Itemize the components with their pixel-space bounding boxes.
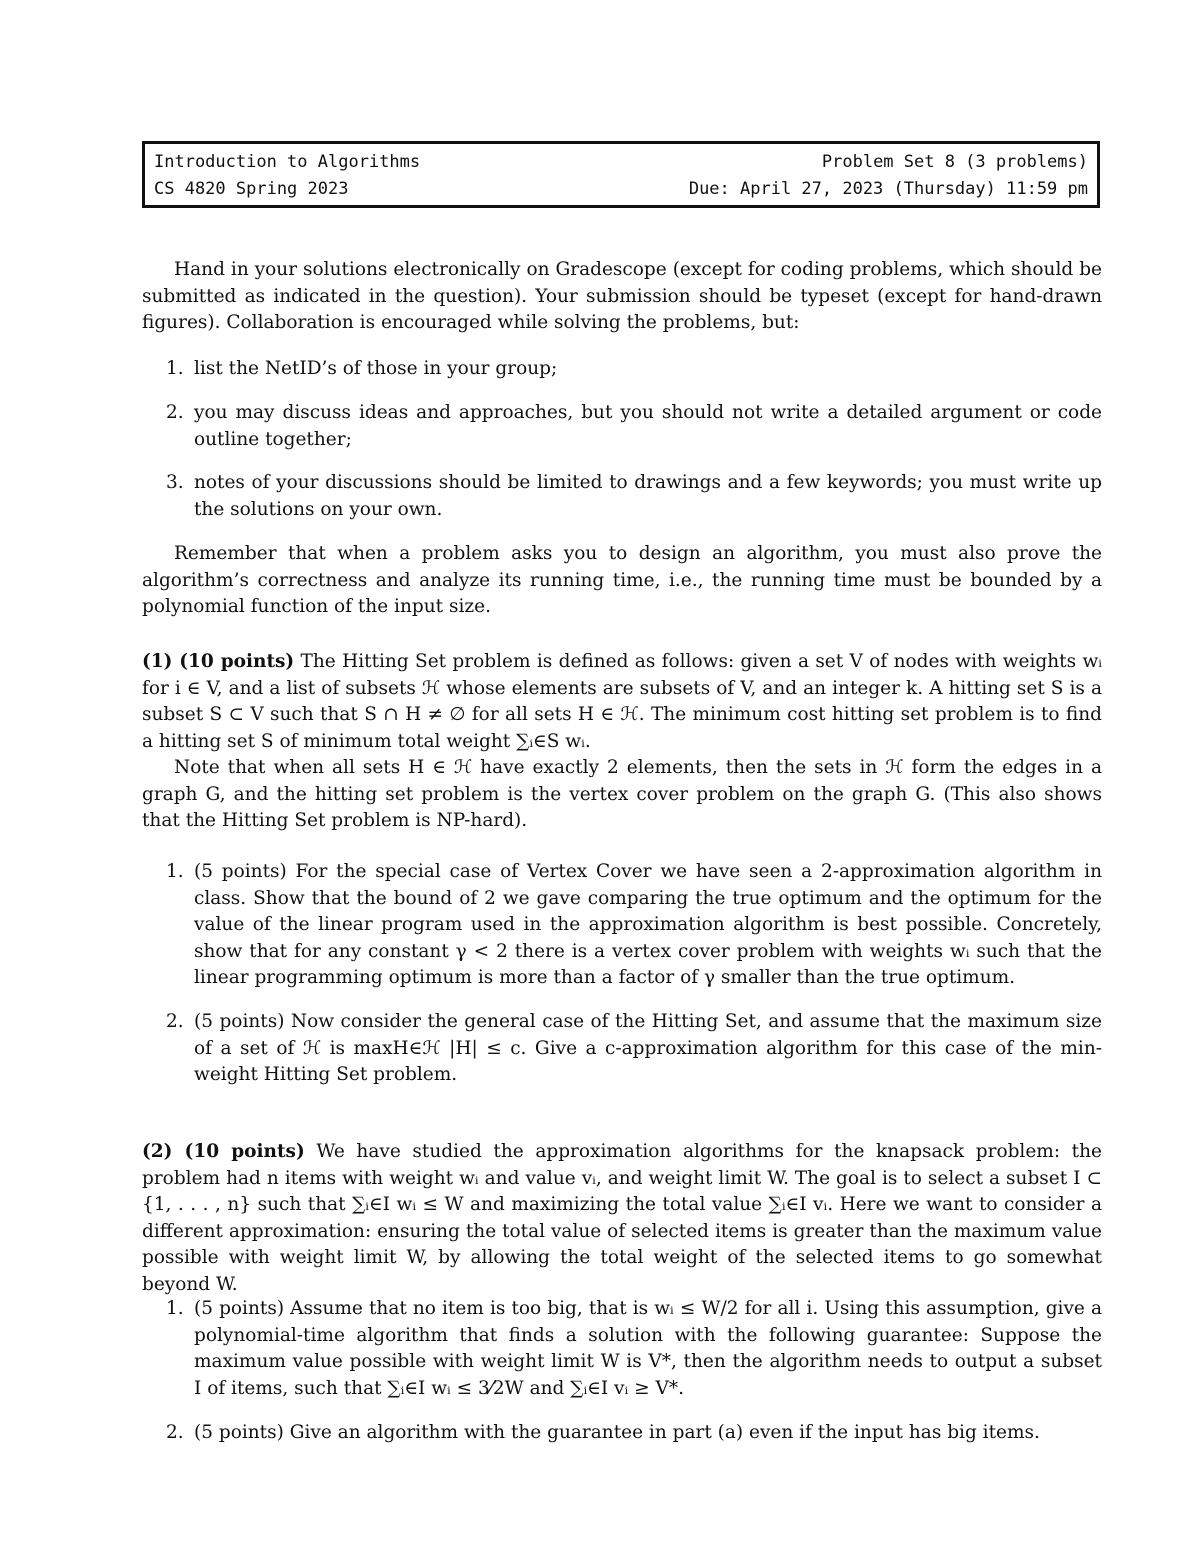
header-box <box>142 141 1100 208</box>
problem-2-body: We have studied the approximation algorithms for the knapsack problem: the problem had n items with weight wᵢ and value vᵢ, and weight limit W. The goal is to select a subset I ⊂ {1, . . . , n} such that ∑ᵢ∈I wᵢ ≤ W and maximizing the total value ∑ᵢ∈I vᵢ. Here we want to consider a different approximation: ensuring the total value of selected items is greater than the maximum value possible with weight limit W, by allowing the total weight of the selected items to go somewhat beyond W. <box>142 1141 1102 1295</box>
part-number: 2. <box>166 1422 184 1443</box>
intro-text: Hand in your solutions electronically on Gradescope (except for coding problems, which should be submitted as indicated in the question). Your submission should be typeset (except for hand-drawn figures). Collaboration is encouraged while solving the problems, but: <box>142 259 1102 333</box>
rule-number: 1. <box>166 358 184 379</box>
rule-number: 2. <box>166 402 184 423</box>
problem-2-statement <box>142 1139 1102 1298</box>
intro-paragraph <box>142 257 1102 337</box>
problem-1 <box>142 649 1102 835</box>
rule-text: you may discuss ideas and approaches, but you should not write a detailed argument or code outline together; <box>194 402 1102 450</box>
rule-number: 3. <box>166 472 184 493</box>
part-text: (5 points) Give an algorithm with the guarantee in part (a) even if the input has big items. <box>194 1422 1040 1443</box>
due-date: Due: April 27, 2023 (Thursday) 11:59 pm <box>688 179 1088 199</box>
problem-1-heading: (1) (10 points) <box>142 651 295 672</box>
header-row-2 <box>154 176 1088 202</box>
problem-2-heading: (2) (10 points) <box>142 1141 305 1162</box>
header-row-1 <box>154 149 1088 175</box>
reminder-text: Remember that when a problem asks you to design an algorithm, you must also prove the algorithm’s correctness and analyze its running time, i.e., the running time must be bounded by a polynomial function of the input size. <box>142 543 1102 617</box>
problem-1-statement <box>142 649 1102 755</box>
course-code: CS 4820 Spring 2023 <box>154 179 349 199</box>
rule-text: notes of your discussions should be limited to drawings and a few keywords; you must write up the solutions on your own. <box>194 472 1102 520</box>
course-title: Introduction to Algorithms <box>154 152 421 172</box>
part-number: 2. <box>166 1011 184 1032</box>
part-text: (5 points) Now consider the general case of the Hitting Set, and assume that the maximum size of a set of ℋ is maxH∈ℋ |H| ≤ c. Give a c-approximation algorithm for this case of the min-weight Hitting Set problem. <box>194 1011 1102 1085</box>
rule-text: list the NetID’s of those in your group; <box>194 358 558 379</box>
part-number: 1. <box>166 1298 184 1319</box>
part-number: 1. <box>166 861 184 882</box>
part-text: (5 points) For the special case of Vertex Cover we have seen a 2-approximation algorithm in class. Show that the bound of 2 we gave comparing the true optimum and the optimum for the value of the linear program used in the approximation algorithm is best possible. Concretely, show that for any constant γ < 2 there is a vertex cover problem with weights wᵢ such that the linear programming optimum is more than a factor of γ smaller than the true optimum. <box>194 861 1102 988</box>
reminder-paragraph <box>142 541 1102 621</box>
problem-1-body: The Hitting Set problem is defined as follows: given a set V of nodes with weights wᵢ for i ∈ V, and a list of subsets ℋ whose elements are subsets of V, and an integer k. A hitting set S is a subset S ⊂ V such that S ∩ H ≠ ∅ for all sets H ∈ ℋ. The minimum cost hitting set problem is to find a hitting set S of minimum total weight ∑ᵢ∈S wᵢ. <box>142 651 1103 752</box>
part-text: (5 points) Assume that no item is too big, that is wᵢ ≤ W/2 for all i. Using this assumption, give a polynomial-time algorithm that finds a solution with the following guarantee: Suppose the maximum value possible with weight limit W is V*, then the algorithm needs to output a subset I of items, such that ∑ᵢ∈I wᵢ ≤ 3⁄2W and ∑ᵢ∈I vᵢ ≥ V*. <box>194 1298 1102 1399</box>
problem-2 <box>142 1139 1102 1298</box>
problem-set-title: Problem Set 8 (3 problems) <box>821 152 1088 172</box>
problem-1-note: Note that when all sets H ∈ ℋ have exactly 2 elements, then the sets in ℋ form the edges in a graph G, and the hitting set problem is the vertex cover problem on the graph G. (This also shows that the Hitting Set problem is NP-hard). <box>142 757 1102 831</box>
